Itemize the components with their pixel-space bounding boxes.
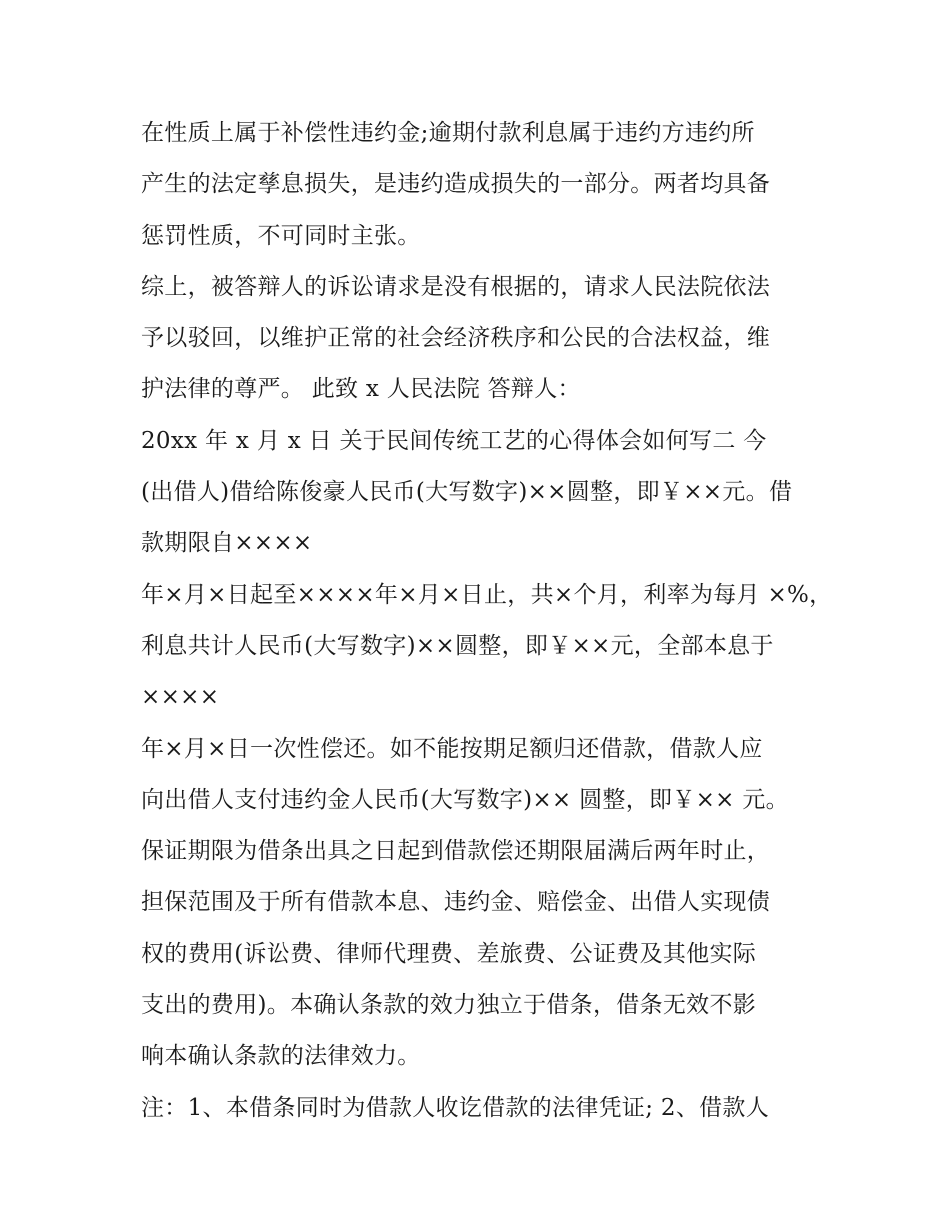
text-line: 产生的法定孳息损失，是违约造成损失的一部分。两者均具备 xyxy=(141,171,771,198)
text-line: 担保范围及于所有借款本息、违约金、赔偿金、出借人实现债 xyxy=(141,889,771,916)
document-body xyxy=(141,108,831,1134)
text-line: 权的费用(诉讼费、律师代理费、差旅费、公证费及其他实际 xyxy=(141,940,757,967)
text-line: (出借人)借给陈俊豪人民币(大写数字)××圆整，即￥××元。借 xyxy=(141,479,793,506)
text-line: 款期限自×××× xyxy=(141,530,313,557)
text-line: 20xx 年 x 月 x 日 关于民间传统工艺的心得体会如何写二 今 xyxy=(141,427,767,454)
text-line: 支出的费用)。本确认条款的效力独立于借条，借条无效不影 xyxy=(141,992,757,1019)
text-line: 予以驳回，以维护正常的社会经济秩序和公民的合法权益，维 xyxy=(141,325,771,352)
text-line: 惩罚性质，不可同时主张。 xyxy=(141,222,421,249)
text-line: 响本确认条款的法律效力。 xyxy=(141,1043,421,1070)
text-line: 年×月×日起至××××年×月×日止，共×个月，利率为每月 ×%， xyxy=(141,581,833,608)
text-line: 护法律的尊严。 此致 x 人民法院 答辩人： xyxy=(141,376,581,403)
text-line: ×××× xyxy=(141,684,220,711)
text-line: 保证期限为借条出具之日起到借款偿还期限届满后两年时止， xyxy=(141,838,771,865)
text-line: 在性质上属于补偿性违约金;逾期付款利息属于违约方违约所 xyxy=(141,120,755,146)
text-line: 综上，被答辩人的诉讼请求是没有根据的，请求人民法院依法 xyxy=(141,273,771,300)
text-line: 向出借人支付违约金人民币(大写数字)×× 圆整，即￥×× 元。 xyxy=(141,786,789,813)
text-line: 年×月×日一次性偿还。如不能按期足额归还借款，借款人应 xyxy=(141,735,763,762)
text-line: 注：1、本借条同时为借款人收讫借款的法律凭证; 2、借款人 xyxy=(141,1094,770,1121)
text-line: 利息共计人民币(大写数字)××圆整，即￥××元，全部本息于 xyxy=(141,632,774,659)
